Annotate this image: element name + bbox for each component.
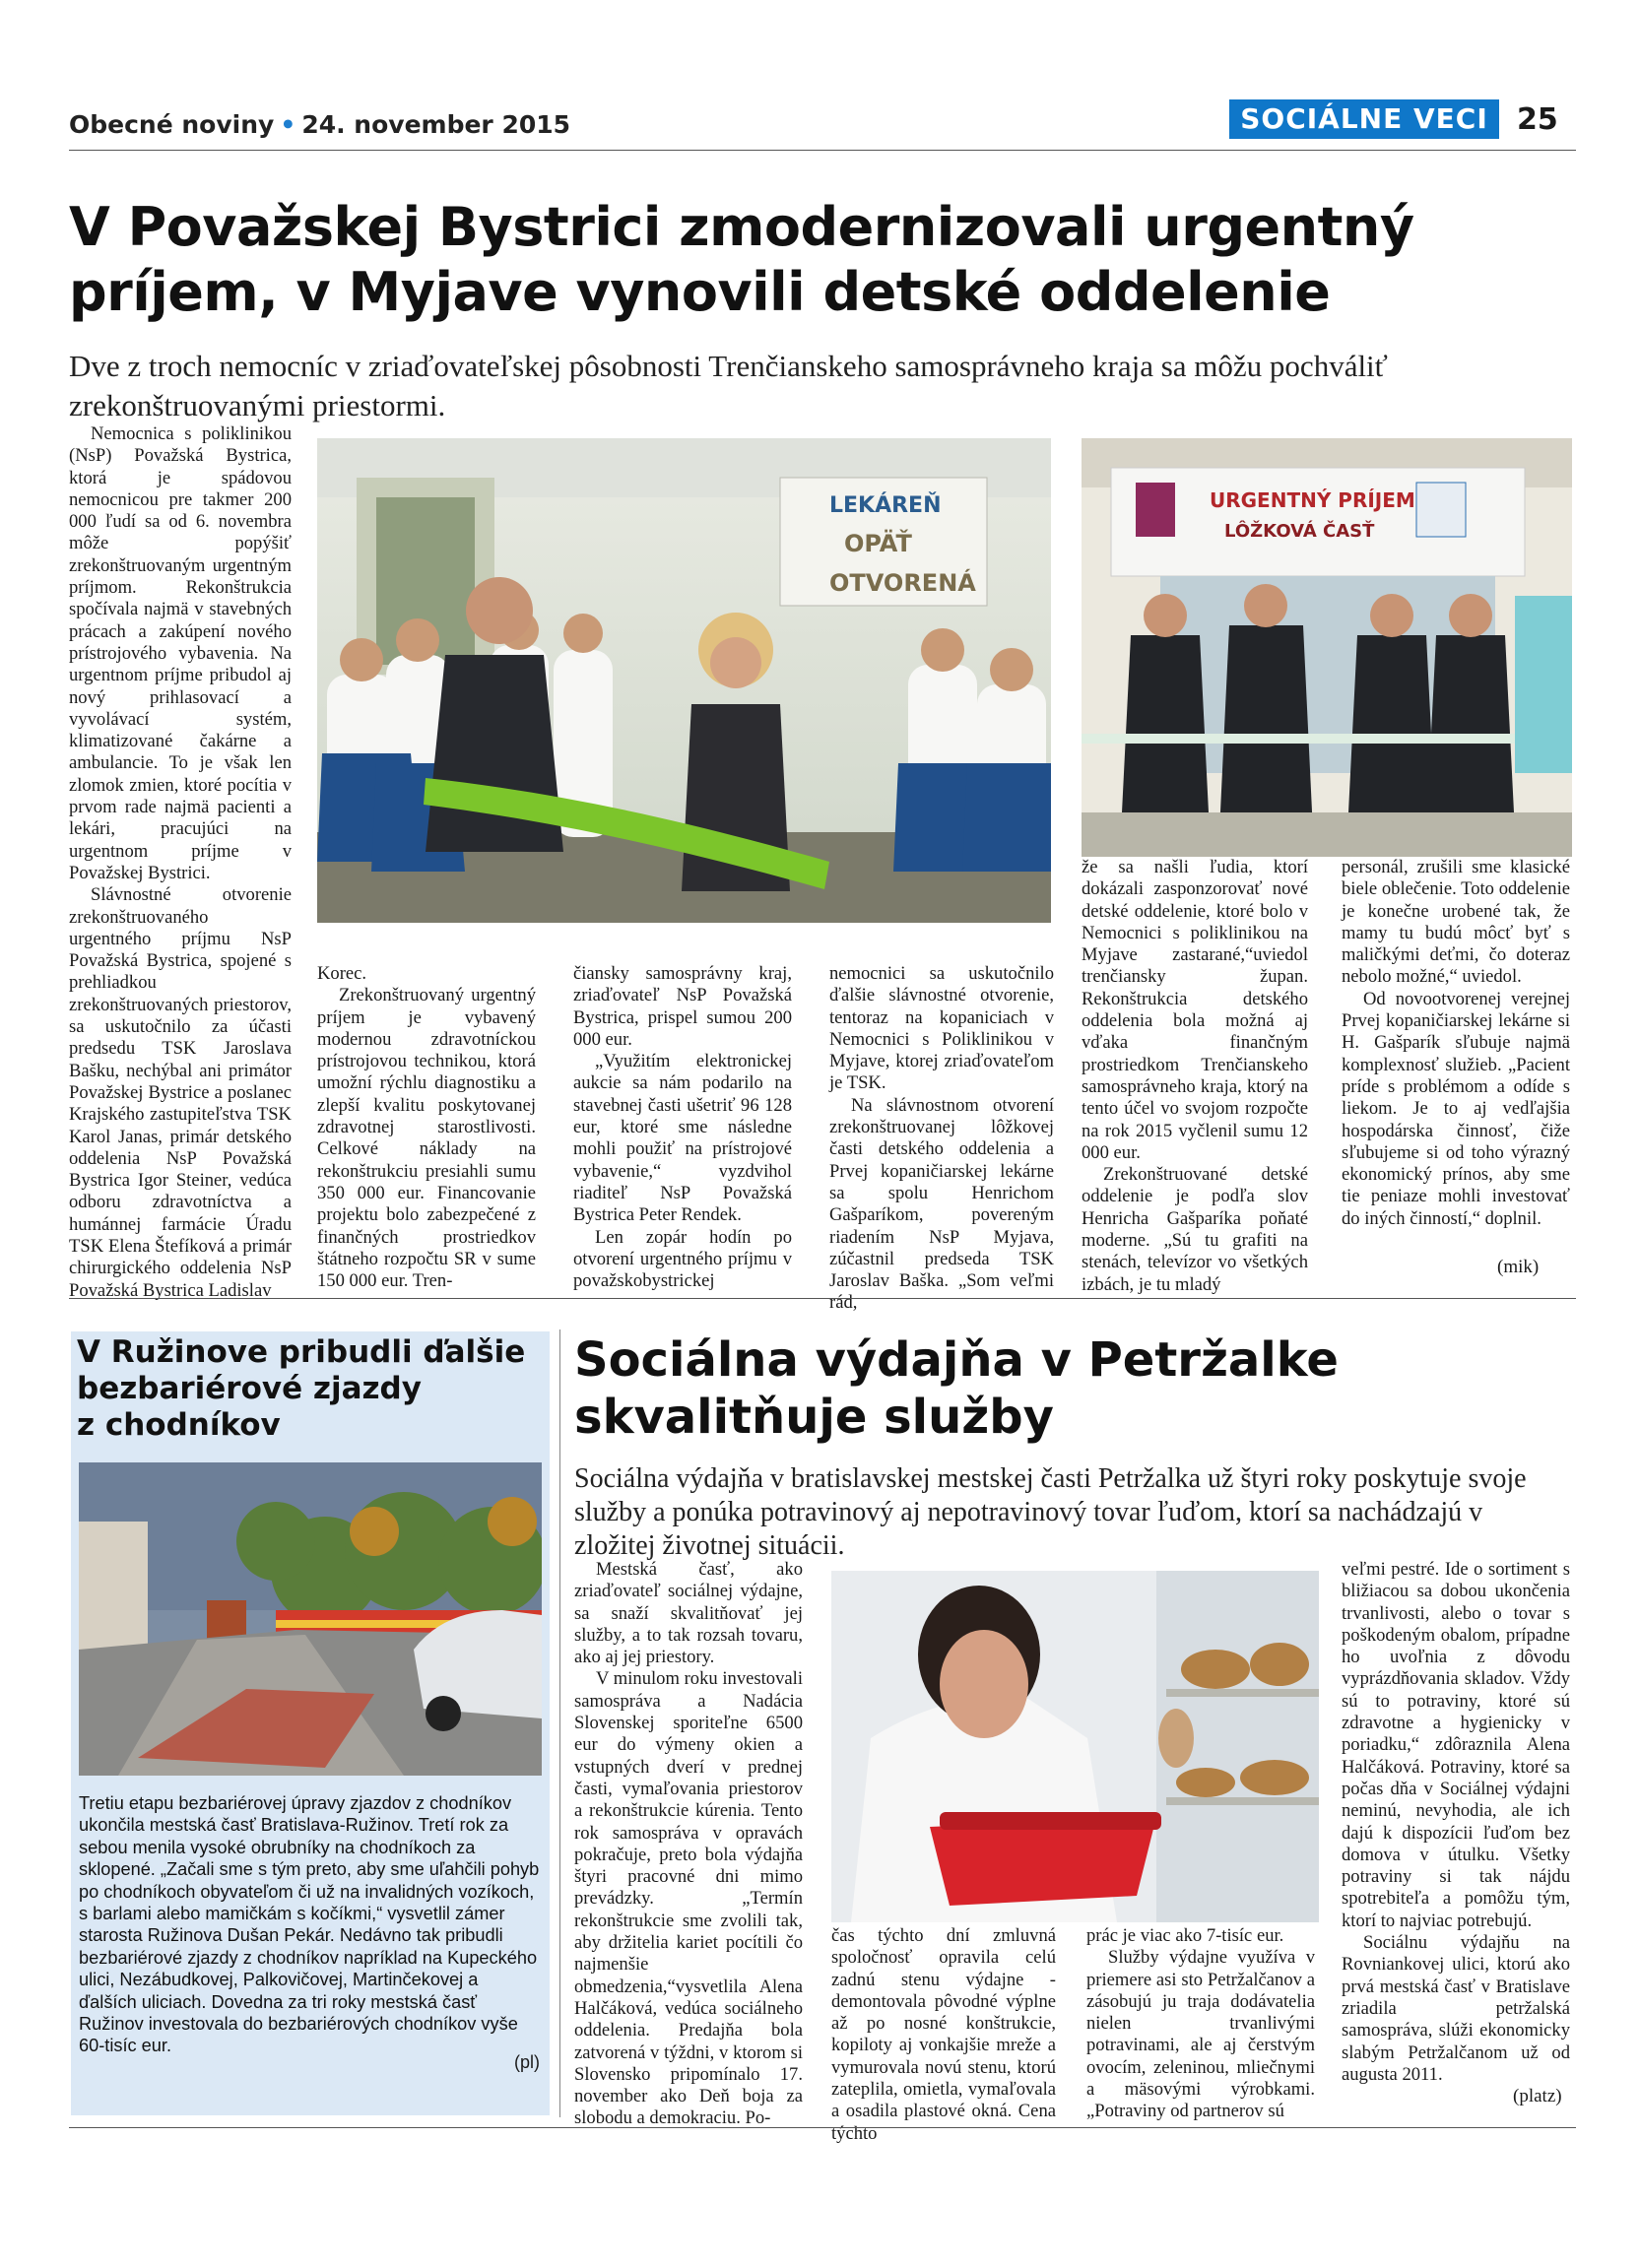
sidebar-headline bbox=[77, 1334, 545, 1444]
article2-col3 bbox=[1086, 1925, 1315, 2123]
paragraph: Nemocnica s poliklinikou (NsP) Považská Bystrica, ktorá je spádovou nemocnicou pre takmer 200 000 ľudí sa od 6. novembra môže popýšiť zrekonštruovaným urgentným príjmom. Rekonštrukcia spočívala najmä v stavebných prácach a zakúpení nového prístrojového vybavenia. Na urgentnom príjme pribudol aj nový prihlasovací a vyvolávací systém, klimatizované čakárne a ambulancie. To je však len zlomok zmien, ktoré pocítia v prvom rade najmä pacienti a lekári, pracujúci na urgentnom príjme v Považskej Bystrici. bbox=[69, 423, 292, 883]
paragraph: čas týchto dní zmluvná spoločnosť opravila celú zadnú stenu výdajne - demontovala pôvodné výplne až po nosné konštrukcie, kopiloty aj vonkajšie mreže a vymurovala novú stenu, ktorú zateplila, omietla, vymaľovala a osadila plastové okná. Cena týchto bbox=[831, 1925, 1056, 2144]
headline-line: z chodníkov bbox=[77, 1407, 281, 1443]
paragraph: Zrekonštruovaný urgentný príjem je vybavený modernou zdravotníckou prístrojovou technikou, ktorá umožní rýchlu diagnostiku a zlepší kvalitu poskytovanej zdravotnej starostlivosti. Celkové náklady na rekonštrukciu presiahli sumu 350 000 eur. Financovanie projektu bolo zabezpečené z finančných prostriedkov štátneho rozpočtu SR v sume 150 000 eur. Tren- bbox=[317, 985, 536, 1292]
paragraph: Zrekonštruované detské oddelenie je podľa slov Henricha Gašparíka poňaté moderne. „Sú tu grafiti na stenách, televízor vo všetkých izbách, je tu mladý bbox=[1082, 1164, 1308, 1295]
paragraph: Len zopár hodín po otvorení urgentného príjmu v považskobystrickej bbox=[573, 1226, 792, 1292]
publication-name: Obecné noviny bbox=[69, 110, 275, 139]
headline-line: skvalitňuje služby bbox=[574, 1390, 1054, 1445]
photo-urgent-admission-svg bbox=[1082, 438, 1572, 857]
headline-line: príjem, v Myjave vynovili detské oddelenie bbox=[69, 261, 1331, 323]
article1-col6 bbox=[1342, 857, 1570, 1230]
photo-curb-svg bbox=[79, 1462, 542, 1776]
paragraph: Na slávnostnom otvorení zrekonštruovanej lôžkovej časti detského oddelenia a Prvej kopaničiarskej lekárne sa spolu Henrichom Gašparíkom, povereným riadením NsP Myjava, zúčastnil predseda TSK Jaroslav Baška. „Som veľmi rád, bbox=[829, 1094, 1054, 1314]
paragraph: prác je viac ako 7-tisíc eur. bbox=[1086, 1925, 1284, 1946]
photo-sign-text: LÔŽKOVÁ ČASŤ bbox=[1224, 521, 1375, 542]
paragraph: V minulom roku investovali samospráva a Nadácia Slovenskej sporiteľne 6500 eur do výmeny okien a vstupných dverí v prednej časti, vymaľovania priestorov a rekonštrukcie kúrenia. Tento rok samospráva v opravách pokračuje, preto bola výdajňa štyri pracovné dni mimo prevádzky. „Termín rekonštrukcie sme zvolili tak, aby držitelia kariet pocítili čo najmenšie obmedzenia,“vysvetlila Alena Halčáková, vedúca sociálneho oddelenia. Predajňa bola zatvorená v týždni, v ktorom si Slovensko pripomínalo 17. november ako Deň boja za slobodu a demokraciu. Po- bbox=[574, 1668, 803, 2129]
paragraph: „Využitím elektronickej aukcie sa nám podarilo na stavebnej časti ušetriť 96 128 eur, ktoré sme následne mohli použiť na prístrojové vybavenie,“ vyzdvihol riaditeľ NsP Považská Bystrica Peter Rendek. bbox=[573, 1051, 792, 1226]
headline-line: Sociálna výdajňa v Petržalke bbox=[574, 1332, 1339, 1388]
section-tag: SOCIÁLNE VECI bbox=[1229, 99, 1499, 139]
headline-line: V Považskej Bystrici zmodernizovali urgentný bbox=[69, 196, 1414, 258]
issue-date: 24. november 2015 bbox=[301, 110, 571, 139]
article1-col4 bbox=[829, 963, 1054, 1315]
photo-sign-text: OPÄŤ bbox=[844, 530, 912, 557]
article1-col2 bbox=[317, 963, 536, 1292]
paragraph: Slávnostné otvorenie zrekonštruovaného urgentného príjmu NsP Považská Bystrica, spojené s prehliadkou zrekonštruovaných priestorov, sa uskutočnilo za účasti predsedu TSK Jaroslava Bašku, nechýbal ani primátor Považskej Bystrice a poslanec Krajského zastupiteľstva TSK Karol Janas, primár detského oddelenia NsP Považská Bystrica Igor Steiner, vedúca odboru zdravotníctva a humánnej farmácie Úradu TSK Elena Štefíková a primár chirurgického oddelenia NsP Považská Bystrica Ladislav bbox=[69, 884, 292, 1301]
article2-lead: Sociálna výdajňa v bratislavskej mestskej časti Petržalka už štyri roky poskytuje svoje služby a ponúka potravinový aj nepotravinový tovar ľuďom, ktorí sa nachádzajú v zložitej životnej situácii. bbox=[574, 1463, 1527, 1561]
article1-headline bbox=[69, 195, 1566, 325]
column-divider bbox=[559, 1329, 560, 2117]
header-rule bbox=[69, 150, 1576, 151]
photo-urgent-admission-opening bbox=[1082, 438, 1572, 857]
photo-ribbon-cutting-pharmacy bbox=[317, 438, 1051, 923]
paragraph: Korec. bbox=[317, 963, 367, 984]
paragraph: Mestská časť, ako zriaďovateľ sociálnej výdajne, sa snaží skvalitňovať jej služby, a to tak rozsah tovaru, ako aj jej priestory. bbox=[574, 1559, 803, 1668]
photo-social-shop-worker bbox=[831, 1571, 1319, 1922]
headline-line: bezbariérové zjazdy bbox=[77, 1371, 422, 1406]
photo-ribbon-cutting-svg bbox=[317, 438, 1051, 923]
photo-sign-text: URGENTNÝ PRÍJEM bbox=[1210, 488, 1415, 512]
paragraph: čiansky samosprávny kraj, zriaďovateľ NsP Považská Bystrica, prispel sumou 200 000 eur. bbox=[573, 963, 792, 1050]
article2-col4 bbox=[1342, 1559, 1570, 2086]
sidebar-caption: Tretiu etapu bezbariérovej úpravy zjazdov z chodníkov ukončila mestská časť Bratislava-Ružinov. Tretí rok za sebou menila vysoké obrubníky na chodníkoch za sklopené. „Začali sme s tým preto, aby sme uľahčili pohyb po chodníkoch obyvateľom či už na invalidných vozíkoch, s barlami alebo mamičkám s kočíkmi,“ vysvetlil zámer starosta Ružinova Dušan Pekár. Nedávno tak pribudli bezbariérové zjazdy z chodníkov napríklad na Kupeckého ulici, Nezábudkovej, Palkovičovej, Martinčekovej a ďalších uliciach. Dovedna za tri roky mestská časť Ružinov investovala do bezbariérových chodníkov vyše 60-tisíc eur. bbox=[79, 1793, 540, 2056]
paragraph: že sa našli ľudia, ktorí dokázali zasponzorovať nové detské oddelenie, ktoré bolo v Nemocnici s poliklinikou na Myjave zastarané,“uviedol trenčiansky župan. Rekonštrukcia detského oddelenia bola možná aj vďaka finančným prostriedkom Trenčianskeho samosprávneho kraja, ktorý na tento účel vo svojom rozpočte na rok 2015 vyčlenil sumu 12 000 eur. bbox=[1082, 857, 1308, 1163]
article2-signature: (platz) bbox=[1513, 2086, 1562, 2106]
paragraph: veľmi pestré. Ide o sortiment s bližiacou sa dobou ukončenia trvanlivosti, alebo o tovar s poškodeným obalom, prípadne ho uvoľnia z dôvodu vyprázdňovania skladov. Vždy sú to potraviny, ktoré sú zdravotne a hygienicky v poriadku,“ zdôraznila Alena Halčáková. Potraviny, ktoré sa počas dňa v Sociálnej výdajni neminú, nevyhodia, ale ich dajú k dispozícii ľuďom bez domova v útulku. Všetky potraviny si tak nájdu spotrebiteľa a pomôžu tým, ktorí to najviac potrebujú. bbox=[1342, 1559, 1570, 1931]
paragraph: nemocnici sa uskutočnilo ďalšie slávnostné otvorenie, tentoraz na kopaniciach v Nemocnici s Poliklinikou v Myjave, ktorej zriaďovateľom je TSK. bbox=[829, 963, 1054, 1094]
article-divider bbox=[69, 1298, 1576, 1299]
paragraph: personál, zrušili sme klasické biele oblečenie. Toto oddelenie je konečne urobené tak, že mamy tu budú môcť byť s maličkými deťmi, čo doteraz nebolo možné,“ uviedol. bbox=[1342, 857, 1570, 988]
footer-rule bbox=[69, 2127, 1576, 2128]
page-number: 25 bbox=[1517, 102, 1558, 137]
headline-line: V Ružinove pribudli ďalšie bbox=[77, 1334, 526, 1370]
photo-sign-text: OTVORENÁ bbox=[829, 569, 976, 597]
article1-lead: Dve z troch nemocníc v zriaďovateľskej pôsobnosti Trenčianskeho samosprávneho kraja sa môžu pochváliť zrekonštruovanými priestormi. bbox=[69, 349, 1388, 422]
article1-col5 bbox=[1082, 857, 1308, 1296]
article1-col3 bbox=[573, 963, 792, 1292]
article2-headline bbox=[574, 1331, 1569, 1446]
article2-col1 bbox=[574, 1559, 803, 2130]
article1-col1 bbox=[69, 423, 292, 1302]
photo-sign-text: LEKÁREŇ bbox=[829, 493, 942, 518]
paragraph: Služby výdajne využíva v priemere asi sto Petržalčanov a zásobujú ju traja dodávatelia nielen trvanlivými potravinami, ale aj čerstvým ovocím, zeleninou, mliečnymi a mäsovými výrobkami. „Potraviny od partnerov sú bbox=[1086, 1947, 1315, 2122]
paragraph: Od novootvorenej verejnej Prvej kopaničiarskej lekárne si H. Gašparík sľubuje najmä komplexnosť služieb. „Pacient príde s problémom a odíde s liekom. Je to aj vedľajšia hospodárska činnosť, čiže sľubujeme si od toho výrazný ekonomický prínos, aby sme tie peniaze mohli investovať do iných činností,“ doplnil. bbox=[1342, 988, 1570, 1229]
paragraph: Sociálnu výdajňu na Rovniankovej ulici, ktorú ako prvá mestská časť v Bratislave zriadila petržalská samospráva, slúži ekonomicky slabým Petržalčanom už od augusta 2011. bbox=[1342, 1932, 1570, 2085]
sidebar-signature: (pl) bbox=[514, 2052, 540, 2072]
running-header bbox=[69, 110, 570, 139]
photo-barrier-free-curb bbox=[79, 1462, 542, 1776]
article2-col2 bbox=[831, 1925, 1056, 2145]
header-separator: • bbox=[280, 110, 296, 139]
photo-worker-svg bbox=[831, 1571, 1319, 1922]
article1-signature: (mik) bbox=[1497, 1257, 1540, 1277]
